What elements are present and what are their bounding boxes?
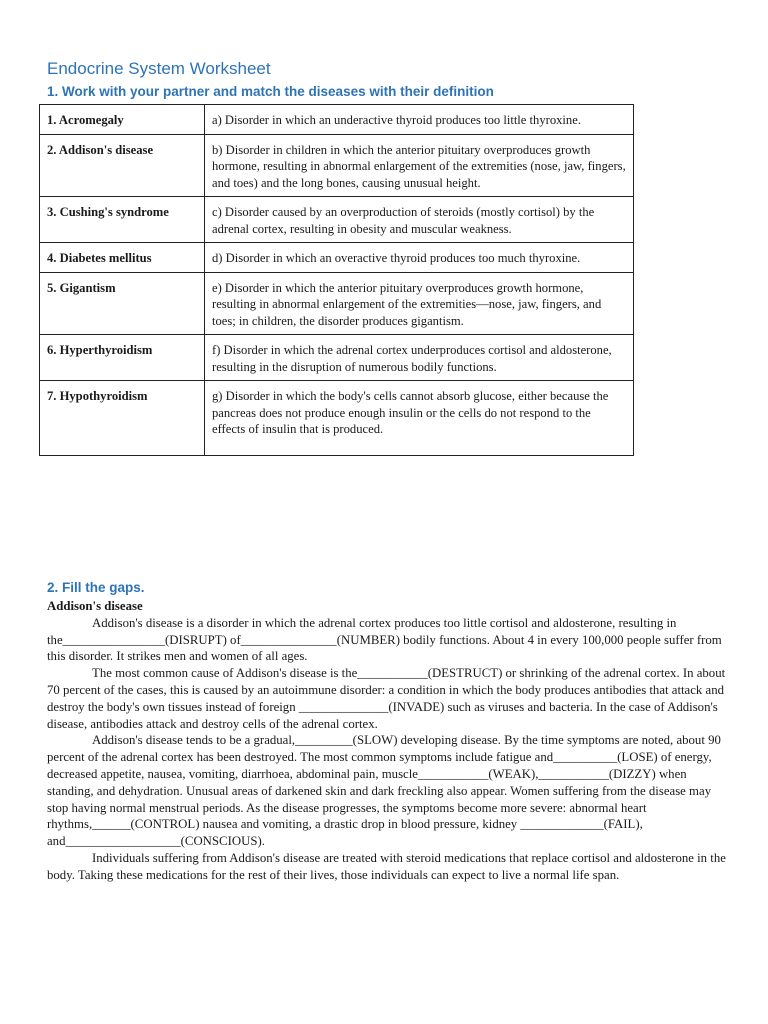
passage-paragraph: Addison's disease tends to be a gradual,_________(SLOW) developing disease. By the time symptoms are noted, about 90 percent of the adrenal cortex has been destroyed. The most common symptoms include fatigue and__________(LOSE) of energy, decreased appetite, nausea, vomiting, diarrhoea, abdominal pain, muscle___________(WEAK),___________(DIZZY) when standing, and dehydration. Unusual areas of darkened skin and dark freckling also appear. Women suffering from the disease may stop having normal menstrual periods. As the disease progresses, the symptoms become more severe: abnormal heart rhythms,______(CONTROL) nausea and vomiting, a drastic drop in blood pressure, kidney _____________(FAIL), and__________________(CONSCIOUS).	[47, 733, 721, 849]
definition-cell: e) Disorder in which the anterior pituitary overproduces growth hormone, resulting in abnormal enlargement of the extremities—nose, jaw, fingers, and toes; in children, the disorder produces gigantism.	[205, 272, 634, 335]
passage-paragraph: Individuals suffering from Addison's disease are treated with steroid medications that replace cortisol and aldosterone in the body. Taking these medications for the rest of their lives, those individuals can expect to live a normal life span.	[47, 850, 726, 882]
passage-paragraph: The most common cause of Addison's disease is the___________(DESTRUCT) or shrinking of the adrenal cortex. In about 70 percent of the cases, this is caused by an autoimmune disorder: a condition in which the body produces antibodies that attack and destroy the body's own tissues instead of foreign ______________(INVADE) such as viruses and bacteria. In the case of Addison's disease, antibodies attack and destroy cells of the adrenal cortex.	[47, 666, 726, 731]
table-row	[40, 335, 634, 381]
table-row	[40, 197, 634, 243]
matching-table	[39, 104, 634, 456]
disease-cell: 4. Diabetes mellitus	[40, 243, 205, 273]
definition-cell: c) Disorder caused by an overproduction of steroids (mostly cortisol) by the adrenal cortex, resulting in obesity and muscular weakness.	[205, 197, 634, 243]
table-row	[40, 272, 634, 335]
definition-cell: f) Disorder in which the adrenal cortex underproduces cortisol and aldosterone, resulting in the disruption of numerous bodily functions.	[205, 335, 634, 381]
table-row	[40, 381, 634, 456]
disease-cell: 3. Cushing's syndrome	[40, 197, 205, 243]
table-row	[40, 243, 634, 273]
passage-subtitle: Addison's disease	[47, 599, 143, 613]
disease-cell: 6. Hyperthyroidism	[40, 335, 205, 381]
section2-instruction: 2. Fill the gaps.	[47, 580, 145, 595]
definition-cell: d) Disorder in which an overactive thyroid produces too much thyroxine.	[205, 243, 634, 273]
table-row	[40, 134, 634, 197]
passage-paragraph: Addison's disease is a disorder in which the adrenal cortex produces too little cortisol and aldosterone, resulting in the________________(DISRUPT) of_______________(NUMBER) bodily functions. About 4 in every 100,000 people suffer from this disorder. It strikes men and women of all ages.	[47, 615, 722, 664]
definition-cell: b) Disorder in children in which the anterior pituitary overproduces growth hormone, resulting in abnormal enlargement of the extremities (nose, jaw, fingers, and toes) and the long bones, causing unusual height.	[205, 134, 634, 197]
definition-cell: a) Disorder in which an underactive thyroid produces too little thyroxine.	[205, 105, 634, 135]
disease-cell: 2. Addison's disease	[40, 134, 205, 197]
section1-instruction: 1. Work with your partner and match the diseases with their definition	[47, 84, 494, 99]
definition-cell: g) Disorder in which the body's cells cannot absorb glucose, either because the pancreas does not produce enough insulin or the cells do not respond to the effects of insulin that is produced.	[205, 381, 634, 456]
page-title: Endocrine System Worksheet	[47, 59, 271, 78]
disease-cell: 5. Gigantism	[40, 272, 205, 335]
table-row	[40, 105, 634, 135]
disease-cell: 7. Hypothyroidism	[40, 381, 205, 456]
fill-gaps-passage	[47, 598, 727, 884]
disease-cell: 1. Acromegaly	[40, 105, 205, 135]
